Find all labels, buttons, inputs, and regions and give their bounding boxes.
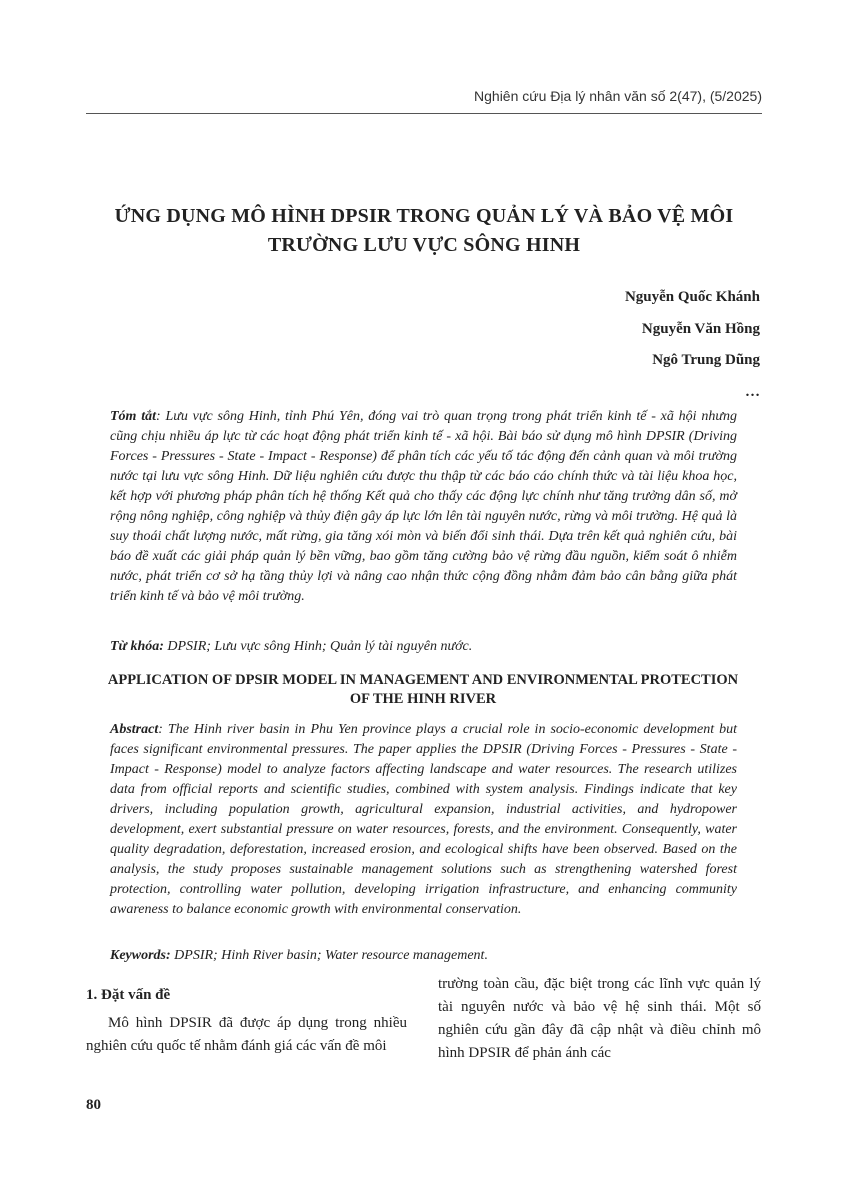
body-column-right [438, 973, 761, 1065]
english-title: APPLICATION OF DPSIR MODEL IN MANAGEMENT AND ENVIRONMENTAL PROTECTION OF THE HINH RIVER [107, 672, 739, 707]
vietnamese-keywords-text: DPSIR; Lưu vực sông Hinh; Quản lý tài nguyên nước. [163, 639, 473, 654]
vietnamese-abstract-text: : Lưu vực sông Hinh, tỉnh Phú Yên, đóng vai trò quan trọng trong phát triển kinh tế - xã hội nhưng cũng chịu nhiều áp lực từ các hoạt động phát triển kinh tế - xã hội. Bài báo sử dụng mô hình DPSIR (Driving Forces - Pressures - State - Impact - Response) để phân tích các yếu tố tác động đến cảnh quan và môi trường nước tại lưu vực sông Hinh. Dữ liệu nghiên cứu được thu thập từ các báo cáo chính thức và tài liệu khoa học, kết hợp với phương pháp phân tích hệ thống Kết quả cho thấy các động lực chính như tăng trưởng dân số, mở rộng nông nghiệp, công nghiệp và thủy điện gây áp lực lớn lên tài nguyên nước, rừng và môi trường. Hệ quả là suy thoái chất lượng nước, mất rừng, gia tăng xói mòn và biến đổi sinh thái. Dựa trên kết quả nghiên cứu, bài báo đề xuất các giải pháp quản lý bền vững, bao gồm tăng cường bảo vệ rừng đầu nguồn, kiểm soát ô nhiễm nước, phát triển cơ sở hạ tầng thủy lợi và nâng cao nhận thức cộng đồng nhằm đảm bảo cân bằng giữa phát triển kinh tế và bảo vệ môi trường. [110, 409, 737, 604]
author-name: Nguyễn Văn Hồng [641, 320, 760, 337]
vietnamese-keywords [110, 637, 737, 657]
article-title: ỨNG DỤNG MÔ HÌNH DPSIR TRONG QUẢN LÝ VÀ BẢO VỆ MÔI TRƯỜNG LƯU VỰC SÔNG HINH [114, 205, 734, 256]
author-ellipsis: … [745, 383, 760, 400]
section-heading: 1. Đặt vấn đề [86, 987, 171, 1003]
english-keywords [110, 946, 737, 966]
author-name: Ngô Trung Dũng [652, 352, 760, 368]
body-paragraph: trường toàn cầu, đặc biệt trong các lĩnh vực quản lý tài nguyên nước và bảo vệ hệ sinh thái. Một số nghiên cứu gần đây đã cập nhật và điều chỉnh mô hình DPSIR để phản ánh các [438, 976, 761, 1061]
english-abstract [110, 720, 737, 920]
vietnamese-abstract-label: Tóm tắt [110, 409, 157, 424]
vietnamese-abstract [110, 407, 737, 607]
english-keywords-label: Keywords: [110, 948, 171, 963]
english-abstract-text: : The Hinh river basin in Phu Yen province plays a crucial role in socio-economic development but faces significant environmental pressures. The paper applies the DPSIR (Driving Forces - Pressures - State - Impact - Response) model to analyze factors affecting landscape and water resources. The research utilizes data from official reports and scientific studies, combined with system analysis. Findings indicate that key drivers, including population growth, agricultural expansion, industrial activities, and hydropower development, exert substantial pressure on water resources, forests, and the environment. Consequently, water quality degradation, deforestation, increased erosion, and ecological shifts have been observed. Based on the analysis, the study proposes sustainable management solutions such as strengthening watershed forest protection, controlling water pollution, developing irrigation infrastructure, and enhancing community awareness to balance economic growth with environmental conservation. [110, 722, 737, 917]
author-name: Nguyễn Quốc Khánh [624, 289, 760, 305]
body-paragraph: Mô hình DPSIR đã được áp dụng trong nhiều nghiên cứu quốc tế nhằm đánh giá các vấn đề môi [86, 1015, 407, 1054]
body-column-left [86, 984, 407, 1058]
vietnamese-keywords-label: Từ khóa: [110, 639, 164, 654]
journal-running-header: Nghiên cứu Địa lý nhân văn số 2(47), (5/2025) [474, 88, 762, 104]
author-list [625, 282, 760, 408]
english-abstract-label: Abstract [110, 722, 159, 737]
page-number: 80 [86, 1097, 101, 1113]
english-keywords-text: DPSIR; Hinh River basin; Water resource management. [170, 948, 488, 963]
header-divider [86, 113, 762, 114]
